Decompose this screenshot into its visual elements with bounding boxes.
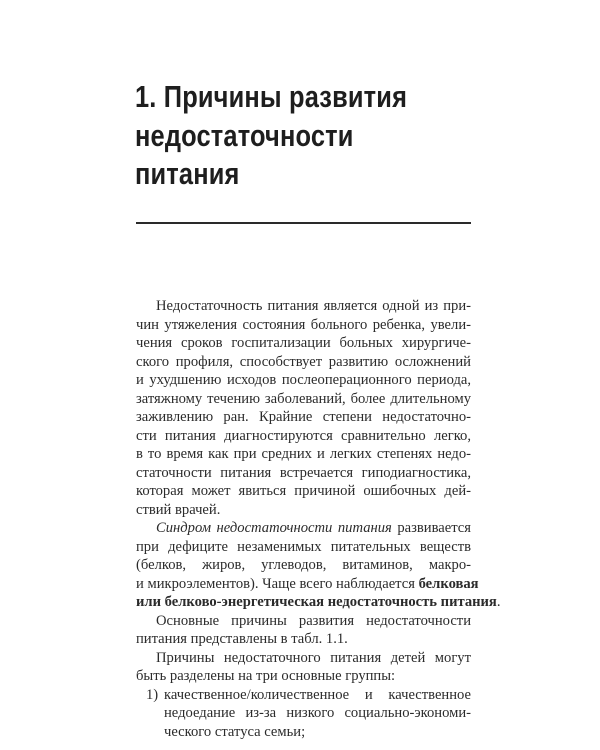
list-number: 1): [146, 686, 159, 703]
paragraph-3: [136, 612, 471, 649]
paragraph-2: [136, 519, 501, 612]
text-line: Основные причины развития недостаточности: [156, 612, 471, 629]
text-line: чения сроков госпитализации больных хирургиче-: [136, 335, 471, 351]
body-text: [136, 297, 501, 741]
text-line: чин утяжеления состояния больного ребенка, увели-: [136, 316, 471, 333]
text-line: при дефиците незаменимых питательных веществ: [136, 538, 471, 555]
text-line: ствий врачей.: [136, 501, 221, 518]
chapter-title-line: питания: [135, 156, 240, 191]
text-line: (белков, жиров, углеводов, витаминов, макро-: [136, 557, 471, 573]
italic-term: Синдром недостаточности питания: [156, 520, 392, 536]
text-line: [136, 575, 479, 594]
text-line: Причины недостаточного питания детей могут: [156, 649, 471, 666]
text-line: сти питания диагностируются сравнительно легко,: [136, 427, 471, 444]
text-line: которая может явиться причиной ошибочных дей-: [136, 483, 471, 499]
paragraph-1: [136, 297, 471, 519]
text-span: качественное/количественное и качественное: [164, 686, 471, 703]
text-line: [136, 686, 471, 705]
text-line: Недостаточность питания является одной из при-: [156, 298, 471, 314]
title-divider: [136, 222, 471, 224]
text-line: быть разделены на три основные группы:: [136, 668, 396, 684]
text-line: [136, 519, 471, 538]
text-line: ского профиля, способствует развитию осложнений: [136, 353, 471, 370]
numbered-list: [136, 686, 471, 742]
text-line: питания представлены в табл. 1.1.: [136, 631, 348, 647]
bold-term: или белково-энергетическая недостаточность питания: [136, 594, 497, 610]
text-span: .: [496, 594, 501, 610]
chapter-title-line: 1. Причины развития: [135, 79, 408, 114]
text-span: развивается: [391, 520, 471, 536]
chapter-title-line: недостаточности: [135, 117, 354, 153]
text-line: затяжному течению заболеваний, более длительному: [136, 390, 471, 407]
text-line: и ухудшению исходов послеоперационного периода,: [136, 372, 471, 388]
text-line: в то время как при средних и легких степенях недо-: [136, 446, 471, 462]
text-span: и микроэлементов). Чаще всего наблюдается: [136, 575, 419, 592]
text-line: недоедание из-за низкого социально-экономи-: [164, 705, 471, 721]
chapter-title: [135, 78, 414, 194]
bold-term: белковая: [418, 575, 479, 592]
text-line: [136, 593, 501, 612]
text-line: заживлению ран. Крайние степени недостаточно-: [136, 409, 471, 425]
text-line: ческого статуса семьи;: [164, 723, 306, 740]
text-line: статочности питания встречается гиподиагностика,: [136, 464, 471, 481]
paragraph-4: [136, 649, 471, 686]
list-item: [136, 686, 471, 742]
